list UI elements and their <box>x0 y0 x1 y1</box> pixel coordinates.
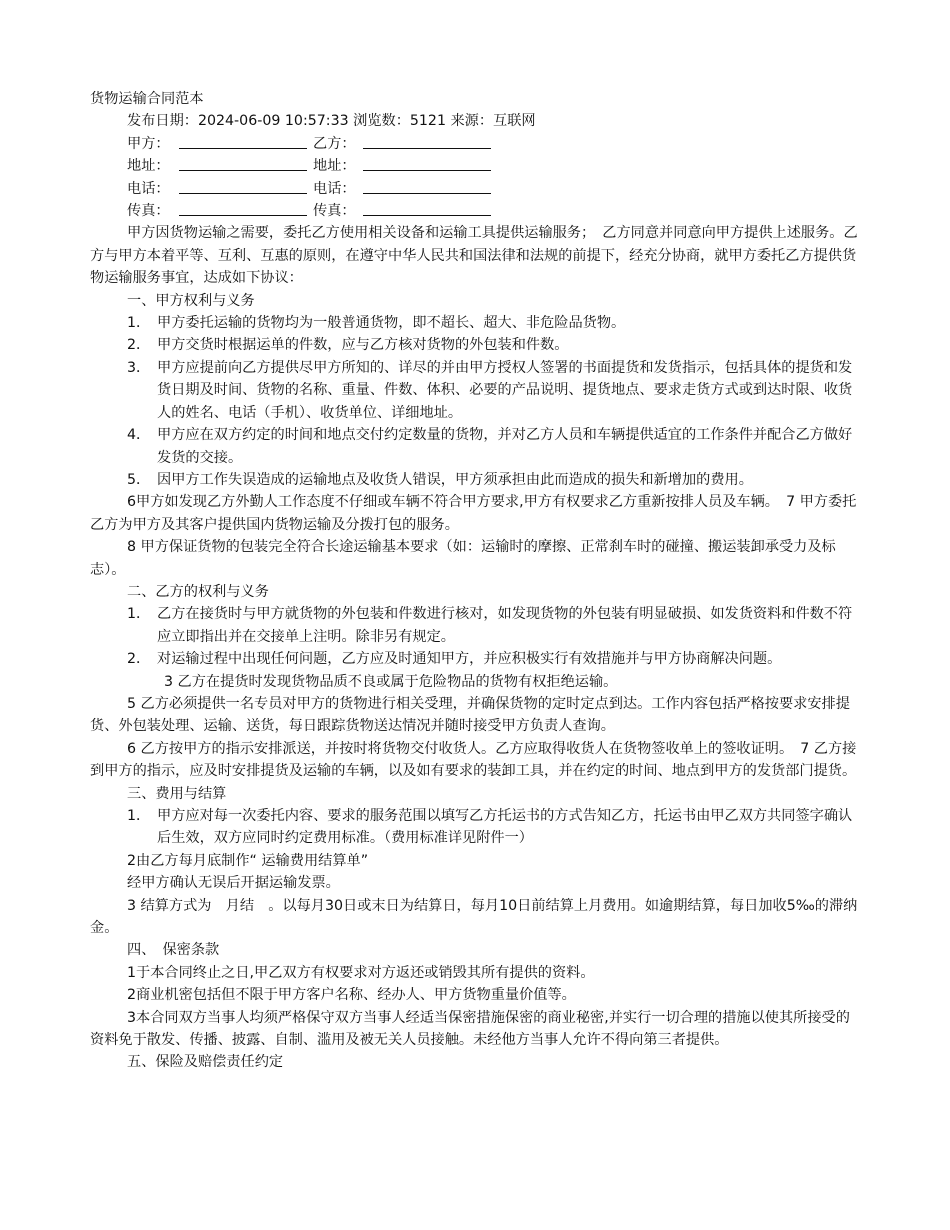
section-5-heading: 五、保险及赔偿责任约定 <box>127 1054 284 1071</box>
party-a-phone-blank <box>179 178 307 194</box>
party-a-address-label: 地址： <box>127 158 170 175</box>
document-title: 货物运输合同范本 <box>90 91 204 107</box>
section-3-heading: 三、费用与结算 <box>127 785 227 802</box>
party-b-address-blank <box>363 155 491 171</box>
item-text: 甲方应对每一次委托内容、要求的服务范围以填写乙方托运书的方式告知乙方，托运书由甲乙双方共同签字确认后生效，双方应同时约定费用标准。（费用标准详见附件一） <box>157 808 853 847</box>
s4-paragraph-1: 1于本合同终止之日,甲乙双方有权要求对方返还或销毁其所有提供的资料。 <box>127 964 595 981</box>
item-number: 3． <box>127 359 151 376</box>
s1-item-4 <box>90 424 860 469</box>
s1-paragraph-8: 8 甲方保证货物的包装完全符合长途运输基本要求（如：运输时的摩擦、正常刹车时的碰撞、搬运装卸承受力及标志）。 <box>90 539 836 578</box>
item-text: 甲方委托运输的货物均为一般普通货物，即不超长、超大、非危险品货物。 <box>157 315 626 332</box>
item-number: 4． <box>127 427 151 444</box>
item-number: 5． <box>127 471 151 488</box>
section-4-heading: 四、 保密条款 <box>127 942 220 959</box>
s3-paragraph-2b: 经甲方确认无误后开据运输发票。 <box>127 875 340 892</box>
s1-item-1 <box>90 312 860 334</box>
s2-paragraph-3: 3 乙方在提货时发现货物品质不良或属于危险物品的货物有权拒绝运输。 <box>164 673 618 690</box>
party-row-address <box>90 155 860 177</box>
party-a-fax-blank <box>179 200 307 216</box>
s1-paragraph-6: 6甲方如发现乙方外勤人工作态度不仔细或车辆不符合甲方要求,甲方有权要求乙方重新按排人员及车辆。 7 甲方委托乙方为甲方及其客户提供国内货物运输及分拨打包的服务。 <box>90 494 857 533</box>
parties-block <box>90 133 860 223</box>
party-a-blank <box>179 133 307 149</box>
s1-item-3 <box>90 357 860 424</box>
item-number: 2． <box>127 651 151 668</box>
party-a-phone-label: 电话： <box>127 180 170 197</box>
s2-paragraph-6: 6 乙方按甲方的指示安排派送，并按时将货物交付收货人。乙方应取得收货人在货物签收单上的签收证明。 7 乙方接到甲方的指示，应及时安排提货及运输的车辆，以及如有要求的装卸工具，并在约定的时间、地点到甲方的发货部门提货。 <box>90 740 857 780</box>
s3-item-1 <box>90 805 860 850</box>
item-number: 1． <box>127 315 151 332</box>
s2-item-2 <box>90 648 860 670</box>
s2-item-1 <box>90 603 860 648</box>
item-text: 甲方应提前向乙方提供尽甲方所知的、详尽的并由甲方授权人签署的书面提货和发货指示，包括具体的提货和发货日期及时间、货物的名称、重量、件数、体积、必要的产品说明、提货地点、要求走货方式或到达时限、收货人的姓名、电话（手机）、收货单位、详细地址。 <box>157 359 853 421</box>
item-number: 1． <box>127 606 151 623</box>
section-2-heading: 二、乙方的权利与义务 <box>127 583 269 600</box>
intro-paragraph: 甲方因货物运输之需要，委托乙方使用相关设备和运输工具提供运输服务； 乙方同意并同意向甲方提供上述服务。乙方与甲方本着平等、互利、互惠的原则，在遵守中华人民共和国法律和法规的前提下，经充分协商，就甲方委托乙方提供货物运输服务事宜，达成如下协议： <box>90 225 858 287</box>
party-row-phone <box>90 178 860 200</box>
party-b-blank <box>363 133 491 149</box>
item-text: 因甲方工作失误造成的运输地点及收货人错误，甲方须承担由此而造成的损失和新增加的费用。 <box>157 471 753 488</box>
item-number: 2． <box>127 337 151 354</box>
item-text: 对运输过程中出现任何问题，乙方应及时通知甲方，并应积极实行有效措施并与甲方协商解决问题。 <box>157 651 782 668</box>
item-text: 乙方在接货时与甲方就货物的外包装和件数进行核对，如发现货物的外包装有明显破损、如发货资料和件数不符应立即指出并在交接单上注明。除非另有规定。 <box>157 606 853 645</box>
s1-item-2 <box>90 334 860 356</box>
s4-paragraph-3: 3本合同双方当事人均须严格保守双方当事人经适当保密措施保密的商业秘密,并实行一切合理的措施以使其所接受的资料免于散发、传播、披露、自制、滥用及被无关人员接触。未经他方当事人允许不得向第三者提供。 <box>90 1009 850 1049</box>
party-b-phone-blank <box>363 178 491 194</box>
s2-paragraph-5: 5 乙方必须提供一名专员对甲方的货物进行相关受理，并确保货物的定时定点到达。工作内容包括严格按要求安排提货、外包装处理、运输、送货，每日跟踪货物送达情况并随时接受甲方负责人查询。 <box>90 695 850 735</box>
s4-paragraph-2: 2商业机密包括但不限于甲方客户名称、经办人、甲方货物重量价值等。 <box>127 987 576 1004</box>
party-row-name <box>90 133 860 155</box>
party-a-address-blank <box>179 155 307 171</box>
s3-paragraph-3: 3 结算方式为 月结 。以每月30日或末日为结算日，每月10日前结算上月费用。如逾期结算，每日加收5‰的滞纳金。 <box>90 897 858 937</box>
item-number: 1． <box>127 808 151 824</box>
section-1-heading: 一、甲方权利与义务 <box>127 292 255 309</box>
item-text: 甲方应在双方约定的时间和地点交付约定数量的货物，并对乙方人员和车辆提供适宜的工作条件并配合乙方做好发货的交接。 <box>157 427 853 466</box>
s1-item-5 <box>90 469 860 491</box>
party-row-fax <box>90 200 860 222</box>
party-a-label: 甲方： <box>127 135 170 152</box>
party-b-label: 乙方： <box>313 135 356 152</box>
s3-paragraph-2: 2由乙方每月底制作“ 运输费用结算单” <box>127 852 369 869</box>
party-a-fax-label: 传真： <box>127 203 170 220</box>
contract-document <box>90 88 860 1074</box>
publish-meta: 发布日期：2024-06-09 10:57:33 浏览数：5121 来源：互联网 <box>127 113 536 130</box>
item-text: 甲方交货时根据运单的件数，应与乙方核对货物的外包装和件数。 <box>157 337 569 354</box>
party-b-fax-blank <box>363 200 491 216</box>
party-b-address-label: 地址： <box>313 158 356 175</box>
party-b-phone-label: 电话： <box>313 180 356 197</box>
party-b-fax-label: 传真： <box>313 203 356 220</box>
